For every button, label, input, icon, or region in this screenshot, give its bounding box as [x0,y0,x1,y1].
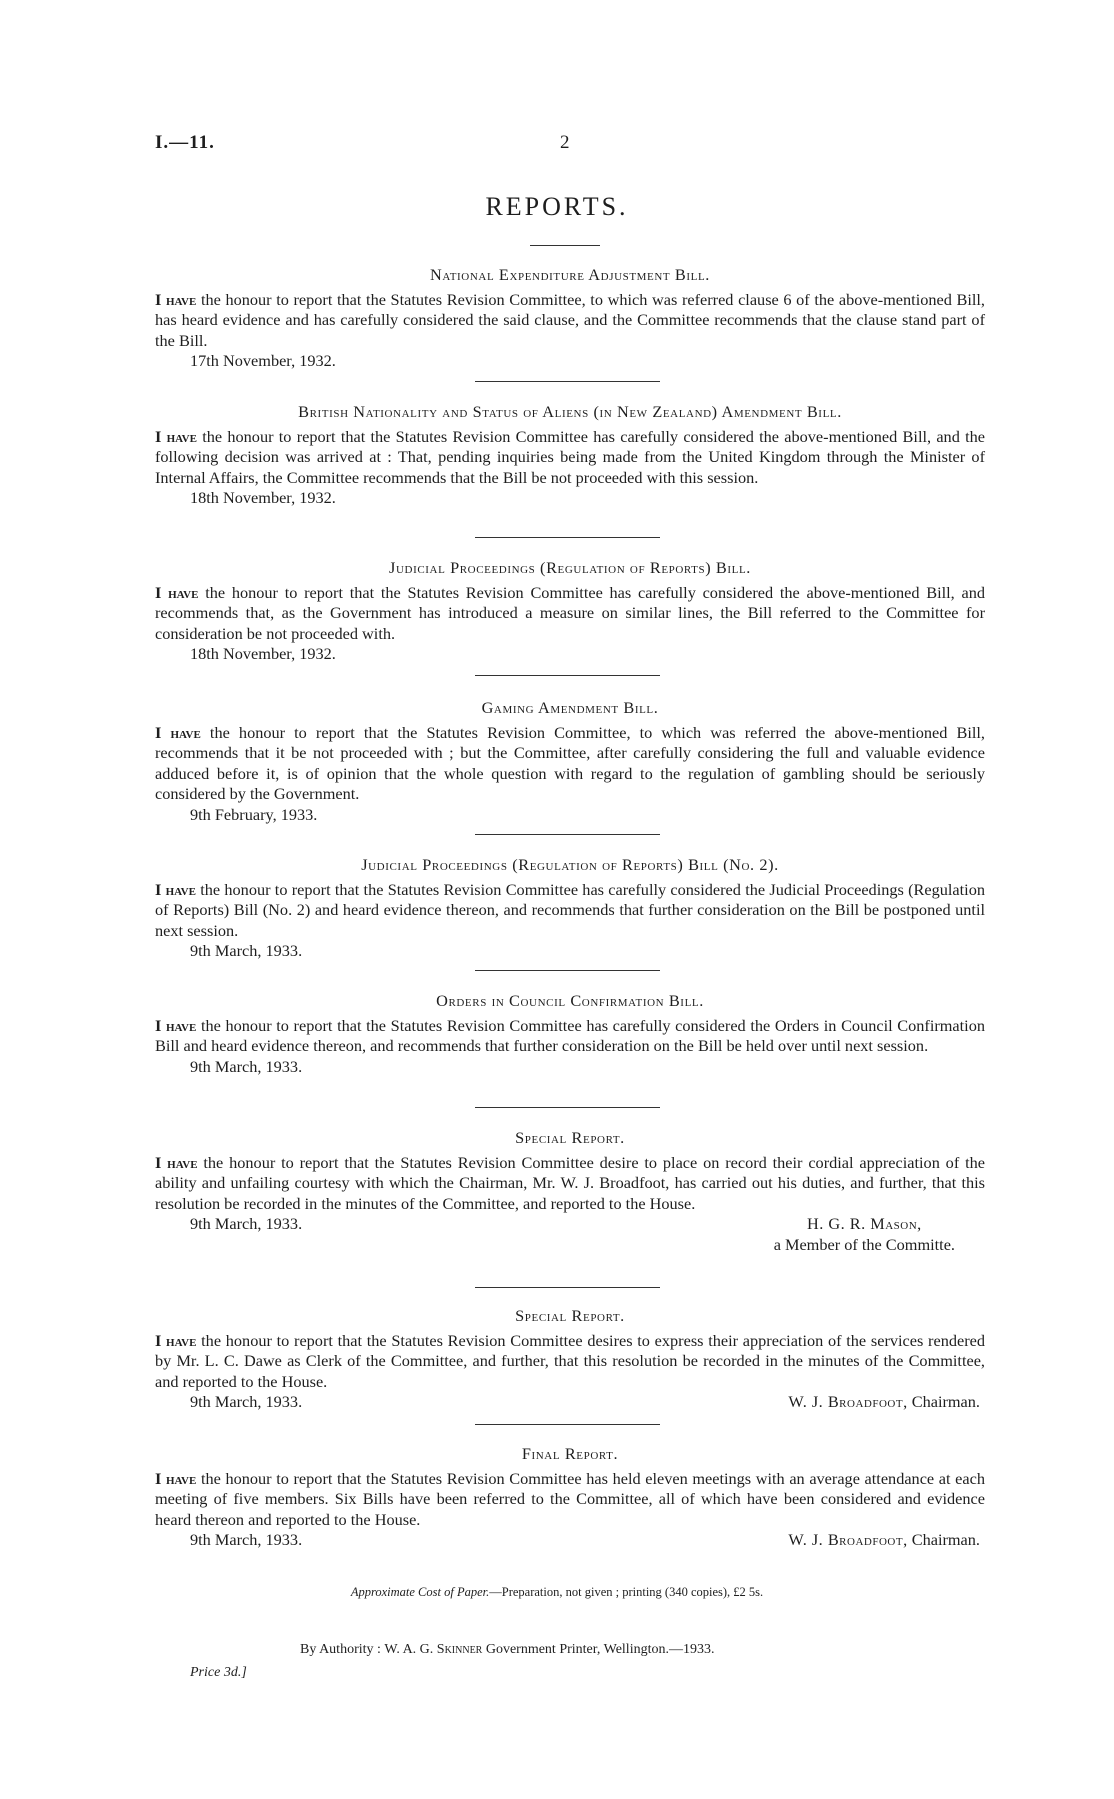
price-label: Price 3d.] [190,1665,247,1680]
section-divider [475,537,660,538]
section-text: the honour to report that the Statutes Revision Committee desires to express their appreciation of the services rendered by Mr. L. C. Dawe as Clerk of the Committee, and further, that this resolution be recorded in the minutes of the Committee, and reported to the House. [155,1330,985,1391]
printer-name: W. A. G. Skinner [384,1642,483,1657]
section-lead: I have [155,722,201,742]
section-date: 9th March, 1933. [190,1214,303,1233]
section-divider [475,1287,660,1288]
section-text: the honour to report that the Statutes Revision Committee has carefully considered the Judicial Proceedings (Regulation of Reports) Bill (No. 2) and heard evidence thereon, and recommends that further consideration on the Bill be postponed until next session. [155,879,985,940]
report-gaming-amendment [155,698,985,825]
signature-block [788,1392,985,1413]
section-date: 9th February, 1933. [190,804,318,824]
section-divider [475,1107,660,1108]
section-text: the honour to report that the Statutes Revision Committee, to which was referred clause 6 of the above-mentioned Bill, has heard evidence and has carefully considered the said clause, and the Committee recommends that the clause stand part of the Bill. [155,289,985,350]
report-judicial-proceedings [155,558,985,665]
cost-text: —Preparation, not given ; printing (340 copies), £2 5s. [489,1585,764,1599]
report-national-expenditure [155,265,985,372]
page-number: 2 [560,132,570,153]
section-date: 9th March, 1933. [190,1530,303,1549]
section-title: Gaming Amendment Bill. [481,698,659,717]
section-body [155,583,985,645]
cost-of-paper-note [0,1585,1114,1600]
section-divider [475,675,660,676]
page-title: REPORTS. [485,192,629,221]
final-report [155,1444,985,1551]
section-date: 9th March, 1933. [190,1056,303,1076]
section-text: the honour to report that the Statutes Revision Committee, to which was referred the above-mentioned Bill, recommends that it be not proceeded with ; but the Committee, after carefully considering the full and valuable evidence adduced before it, is of opinion that the whole question with regard to the regulation of gambling should be seriously considered by the Government. [155,722,985,803]
section-date: 9th March, 1933. [190,1392,303,1411]
section-divider [475,1424,660,1425]
signature-name: W. J. Broadfoot, [788,1530,908,1549]
signature-block [774,1214,985,1255]
section-title: Judicial Proceedings (Regulation of Reports) Bill. [389,558,751,577]
report-british-nationality [155,402,985,509]
section-lead: I have [155,1468,197,1488]
signature-role: Chairman. [911,1530,980,1549]
section-text: the honour to report that the Statutes Revision Committee desire to place on record their cordial appreciation of the ability and unfailing courtesy with which the Chairman, Mr. W. J. Broadfoot, has carried out his duties, and further, that this resolution be recorded in the minutes of the Committee, and reported to the House. [155,1152,985,1213]
authority-prefix: By Authority : [300,1642,381,1657]
section-lead: I have [155,582,199,602]
section-title: Special Report. [515,1306,625,1325]
signature-role: a Member of the Committe. [773,1234,955,1254]
signature-row [155,1214,985,1255]
section-title: Special Report. [515,1128,625,1147]
signature-role: Chairman. [911,1392,980,1411]
section-body [155,427,985,489]
section-lead: I have [155,1152,198,1172]
section-body [155,1153,985,1215]
section-body [155,723,985,805]
section-divider [475,834,660,835]
section-title: Final Report. [521,1444,619,1463]
section-date: 18th November, 1932. [190,644,336,663]
report-orders-in-council [155,991,985,1077]
section-body [155,1331,985,1393]
section-divider [475,970,660,971]
section-body [155,1469,985,1531]
signature-name: W. J. Broadfoot, [788,1392,908,1411]
authority-suffix: Government Printer, Wellington.—1933. [482,1642,715,1657]
printer-authority [300,1642,714,1658]
section-body [155,880,985,942]
signature-name: H. G. R. Mason, [806,1214,922,1233]
signature-row [155,1530,985,1551]
section-divider [475,381,660,382]
special-report-clerk [155,1306,985,1413]
section-date: 17th November, 1932. [190,351,336,370]
section-title: British Nationality and Status of Aliens (in New Zealand) Amendment Bill. [298,402,842,421]
section-lead: I have [155,289,197,309]
signature-row [155,1392,985,1413]
special-report-chairman [155,1128,985,1255]
section-text: the honour to report that the Statutes Revision Committee has carefully considered the above-mentioned Bill, and recommends that, as the Government has introduced a measure on similar lines, the Bill referred to the Committee for consideration be not proceeded with. [155,582,985,643]
section-text: the honour to report that the Statutes Revision Committee has held eleven meetings with an average attendance at each meeting of five members. Six Bills have been referred to the Committee, all of which have been considered and evidence heard thereon and reported to the House. [155,1468,985,1529]
signature-block [788,1530,985,1551]
section-lead: I have [155,1330,197,1350]
section-body [155,1016,985,1057]
section-title: National Expenditure Adjustment Bill. [430,265,710,284]
section-text: the honour to report that the Statutes Revision Committee has carefully considered the above-mentioned Bill, and the following decision was arrived at : That, pending inquiries being made from the United Kingdom through the Minister of Internal Affairs, the Committee recommends that the Bill be not proceeded with this session. [155,426,985,487]
section-lead: I have [155,426,197,446]
section-lead: I have [155,1015,197,1035]
title-divider [530,245,600,246]
section-text: the honour to report that the Statutes Revision Committee has carefully considered the Orders in Council Confirmation Bill and heard evidence thereon, and recommends that further consideration on the Bill be held over until next session. [155,1015,985,1055]
section-lead: I have [155,879,196,899]
section-title: Judicial Proceedings (Regulation of Reports) Bill (No. 2). [361,855,779,874]
section-date: 18th November, 1932. [190,488,336,507]
section-title: Orders in Council Confirmation Bill. [436,991,704,1010]
section-date: 9th March, 1933. [190,941,303,960]
section-body [155,290,985,352]
cost-label: Approximate Cost of Paper. [350,1585,490,1599]
paper-reference: I.—11. [155,132,215,153]
report-judicial-proceedings-no2 [155,855,985,962]
